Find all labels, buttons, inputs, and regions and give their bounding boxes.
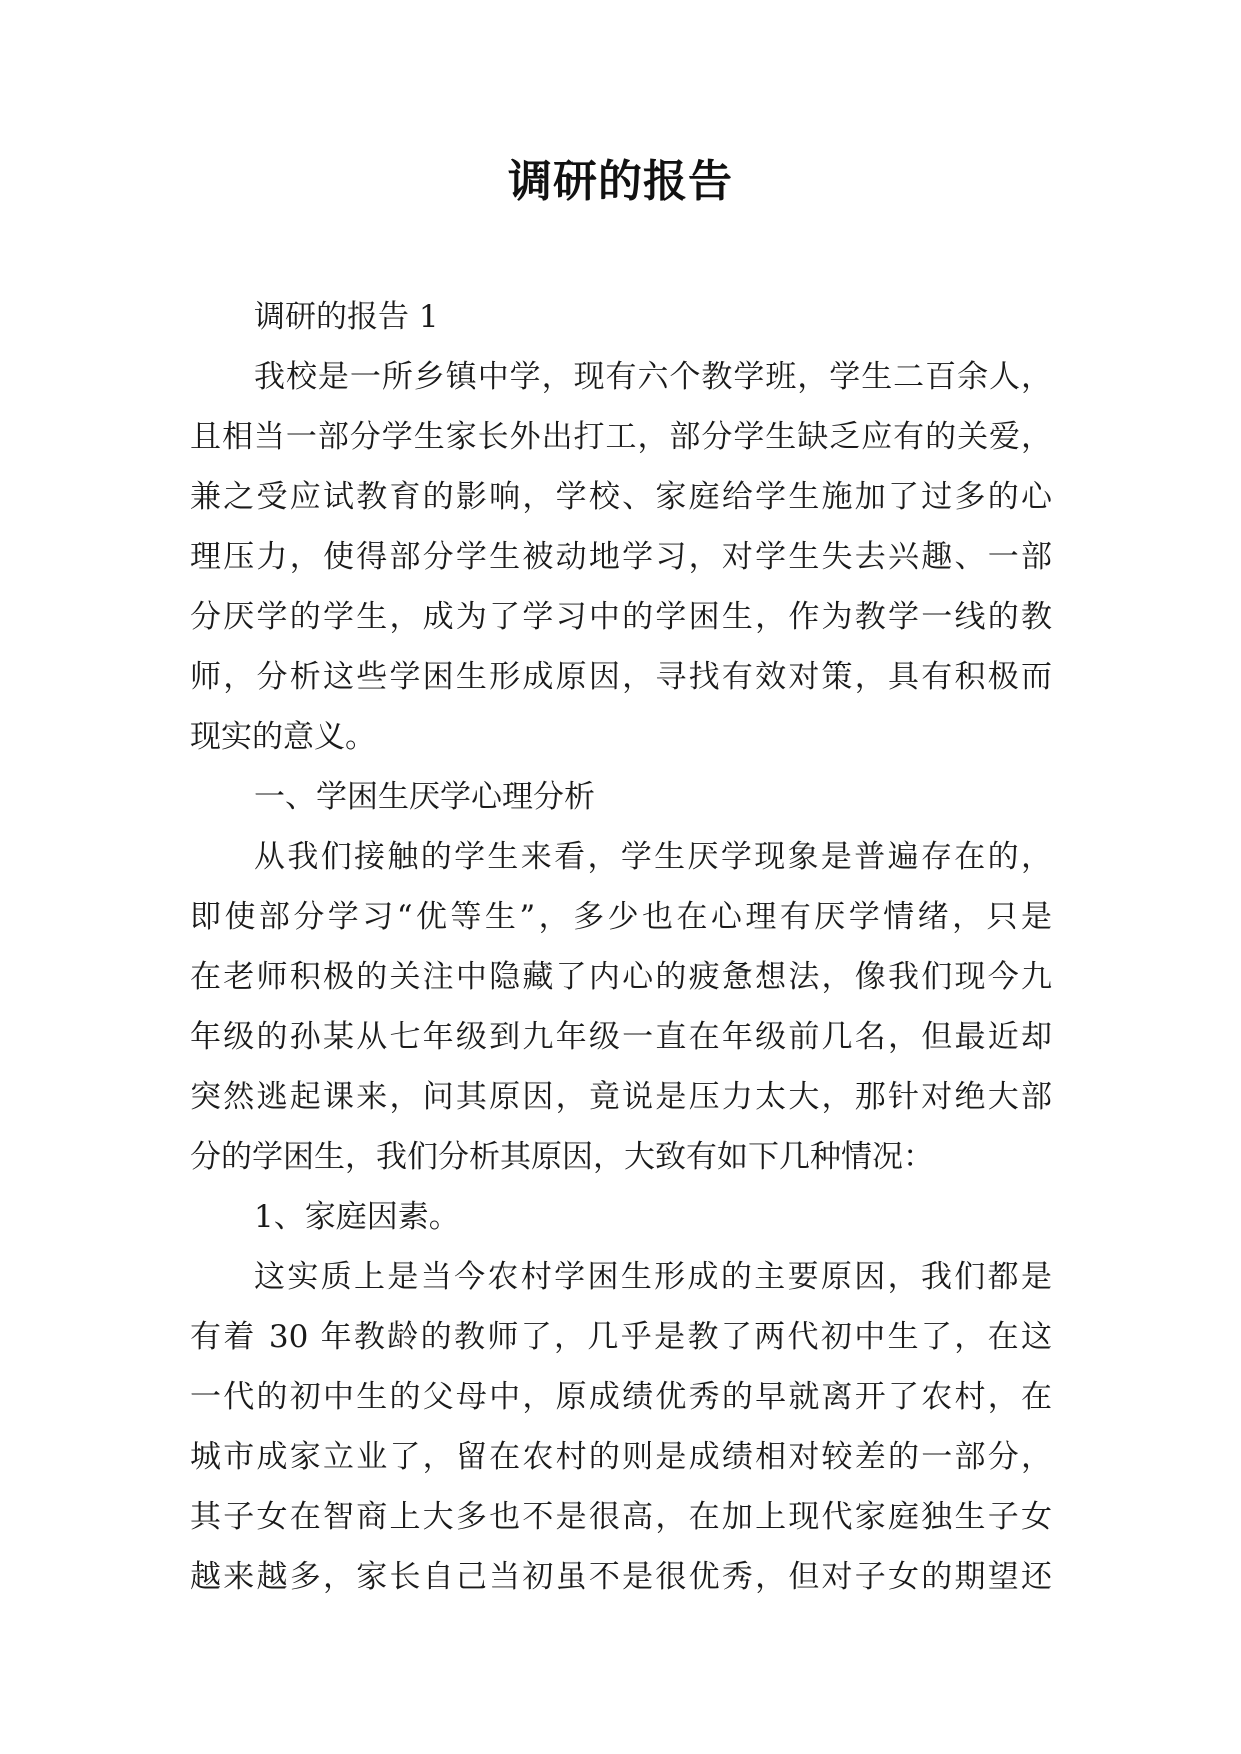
text-line: 调研的报告 1 xyxy=(254,299,439,335)
text-line: 分的学困生，我们分析其原因，大致有如下几种情况： xyxy=(190,1139,934,1175)
text-line: 即使部分学习“优等生”，多少也在心理有厌学情绪，只是 xyxy=(190,899,1052,935)
text-line: 一、学困生厌学心理分析 xyxy=(254,779,595,815)
page-title: 调研的报告 xyxy=(508,156,733,207)
text-line: 从我们接触的学生来看，学生厌学现象是普遍存在的， xyxy=(254,839,1052,875)
text-line: 有着 30 年教龄的教师了，几乎是教了两代初中生了，在这 xyxy=(190,1319,1052,1355)
text-line: 兼之受应试教育的影响，学校、家庭给学生施加了过多的心 xyxy=(190,479,1052,515)
text-line: 分厌学的学生，成为了学习中的学困生，作为教学一线的教 xyxy=(190,599,1052,635)
text-line: 越来越多，家长自己当初虽不是很优秀，但对子女的期望还 xyxy=(190,1559,1052,1595)
text-line: 现实的意义。 xyxy=(190,719,376,755)
text-line: 年级的孙某从七年级到九年级一直在年级前几名，但最近却 xyxy=(190,1019,1052,1055)
text-line: 师，分析这些学困生形成原因，寻找有效对策，具有积极而 xyxy=(190,659,1052,695)
text-line: 1、家庭因素。 xyxy=(254,1199,460,1235)
document-body xyxy=(190,287,1052,1607)
text-line: 其子女在智商上大多也不是很高，在加上现代家庭独生子女 xyxy=(190,1499,1052,1535)
text-line: 这实质上是当今农村学困生形成的主要原因，我们都是 xyxy=(254,1259,1052,1295)
text-line: 在老师积极的关注中隐藏了内心的疲惫想法，像我们现今九 xyxy=(190,959,1052,995)
text-line: 理压力，使得部分学生被动地学习，对学生失去兴趣、一部 xyxy=(190,539,1052,575)
text-line: 且相当一部分学生家长外出打工，部分学生缺乏应有的关爱， xyxy=(190,419,1052,455)
text-line: 突然逃起课来，问其原因，竟说是压力太大，那针对绝大部 xyxy=(190,1079,1052,1115)
text-line: 我校是一所乡镇中学，现有六个教学班，学生二百余人， xyxy=(254,359,1052,395)
text-line: 城市成家立业了，留在农村的则是成绩相对较差的一部分， xyxy=(190,1439,1052,1475)
text-line: 一代的初中生的父母中，原成绩优秀的早就离开了农村，在 xyxy=(190,1379,1052,1415)
